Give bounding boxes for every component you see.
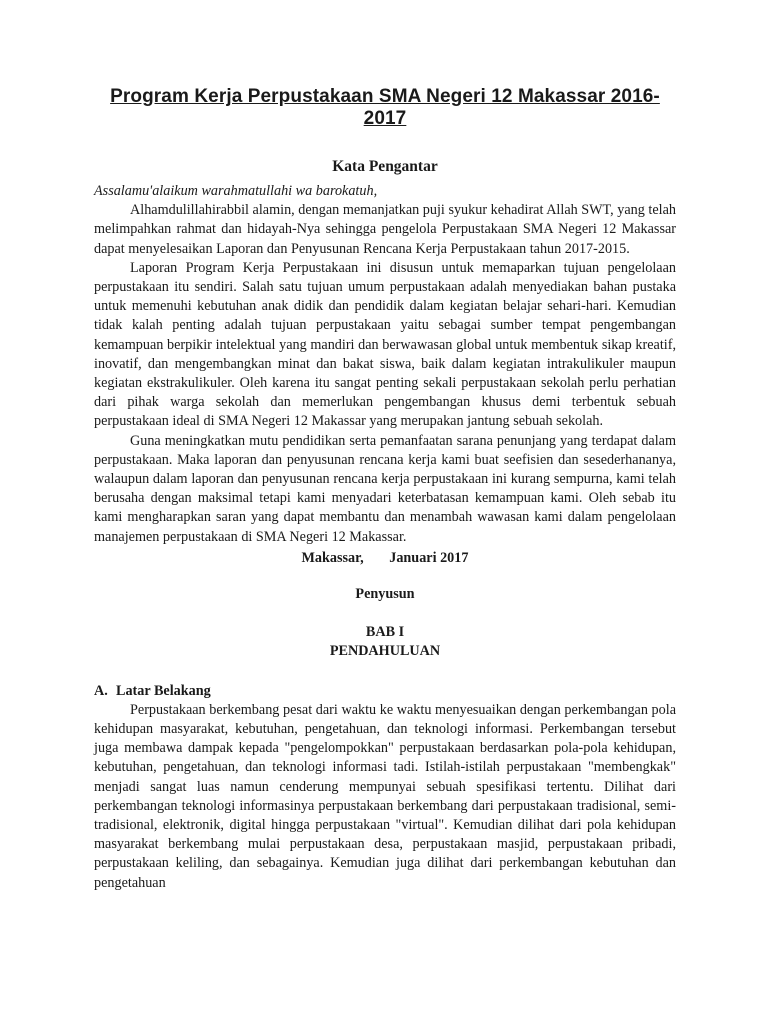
greeting-text: Assalamu'alaikum warahmatullahi wa barokatuh, — [94, 183, 378, 199]
section-heading-latar-belakang — [94, 682, 676, 701]
section-paragraph-1: Perpustakaan berkembang pesat dari waktu ke waktu menyesuaikan dengan perkembangan pola kehidupan masyarakat, kebutuhan, pengetahuan, dan teknologi informasi. Perkembangan tersebut juga membawa dampak kepada "pengelompokkan" perpustakaan berdasarkan pola-pola kehidupan, kebutuhan, pengetahuan, dan teknologi informasi tadi. Istilah-istilah perpustakaan "membengkak" menjadi sangat luas namun cenderung mempunyai sebuah spesifikasi tertentu. Dilihat dari perkembangan teknologi informasinya perpustakaan berkembang dari perpustakaan tradisional, semi-tradisional, elektronik, digital hingga perpustakaan "virtual". Kemudian dilihat dari pola kehidupan masyarakat berkembang mulai perpustakaan desa, perpustakaan masjid, perpustakaan pribadi, perpustakaan keliling, dan sebagainya. Kemudian juga dilihat dari perkembangan kebutuhan dan pengetahuan — [94, 701, 676, 891]
chapter-number: BAB I — [365, 623, 405, 640]
foreword-paragraph-3: Guna meningkatkan mutu pendidikan serta pemanfaatan sarana penunjang yang terdapat dalam perpustakaan. Maka laporan dan penyusunan rencana kerja kami buat seefisien dan sesederhananya, walaupun dalam laporan dan penyusunan rencana kerja perpustakaan ini kurang sempurna, kami telah berusaha dengan maksimal tetapi kami menyadari keterbatasan kemampuan kami. Oleh sebab itu kami mengharapkan saran yang dapat membantu dan menambah wawasan kami dalam pengelolaan manajemen perpustakaan di SMA Negeri 12 Makassar. — [94, 432, 676, 545]
foreword-heading: Kata Pengantar — [332, 158, 438, 175]
chapter-title: PENDAHULUAN — [329, 642, 441, 659]
signoff-date: Januari 2017 — [389, 549, 469, 566]
foreword-paragraph-2: Laporan Program Kerja Perpustakaan ini disusun untuk memaparkan tujuan pengelolaan perpustakaan itu sendiri. Salah satu tujuan umum perpustakaan adalah menyediakan bahan pustaka untuk memenuhi kebutuhan anak didik dan pendidik dalam kegiatan belajar sehari-hari. Kemudian tidak kalah penting adalah tujuan perpustakaan yaitu sebagai sumber tempat pengembangan kemampuan berpikir intelektual yang mandiri dan berwawasan global untuk membentuk sikap kreatif, inovatif, dan mengembangkan minat dan bakat siswa, baik dalam kegiatan intrakulikuler maupun kegiatan ekstrakulikuler. Oleh karena itu sangat penting sekali perpustakaan sekolah perlu perhatian dari pihak warga sekolah dan memerlukan pengembangan khusus demi terbentuk sebuah perpustakaan ideal di SMA Negeri 12 Makassar yang merupakan jantung sebuah sekolah. — [94, 259, 676, 430]
author-label: Penyusun — [355, 585, 415, 602]
section-title: Latar Belakang — [116, 682, 211, 699]
signoff-place: Makassar, — [301, 549, 364, 566]
document-title: Program Kerja Perpustakaan SMA Negeri 12 Makassar 2016-2017 — [110, 86, 660, 129]
foreword-paragraph-1: Alhamdulillahirabbil alamin, dengan memanjatkan puji syukur kehadirat Allah SWT, yang telah melimpahkan rahmat dan hidayah-Nya sehingga pengelola Perpustakaan SMA Negeri 12 Makassar dapat menyelesaikan Laporan dan Penyusunan Rencana Kerja Perpustakaan tahun 2017-2015. — [94, 202, 676, 257]
section-number: A. — [94, 682, 108, 699]
signoff-line — [94, 549, 676, 568]
